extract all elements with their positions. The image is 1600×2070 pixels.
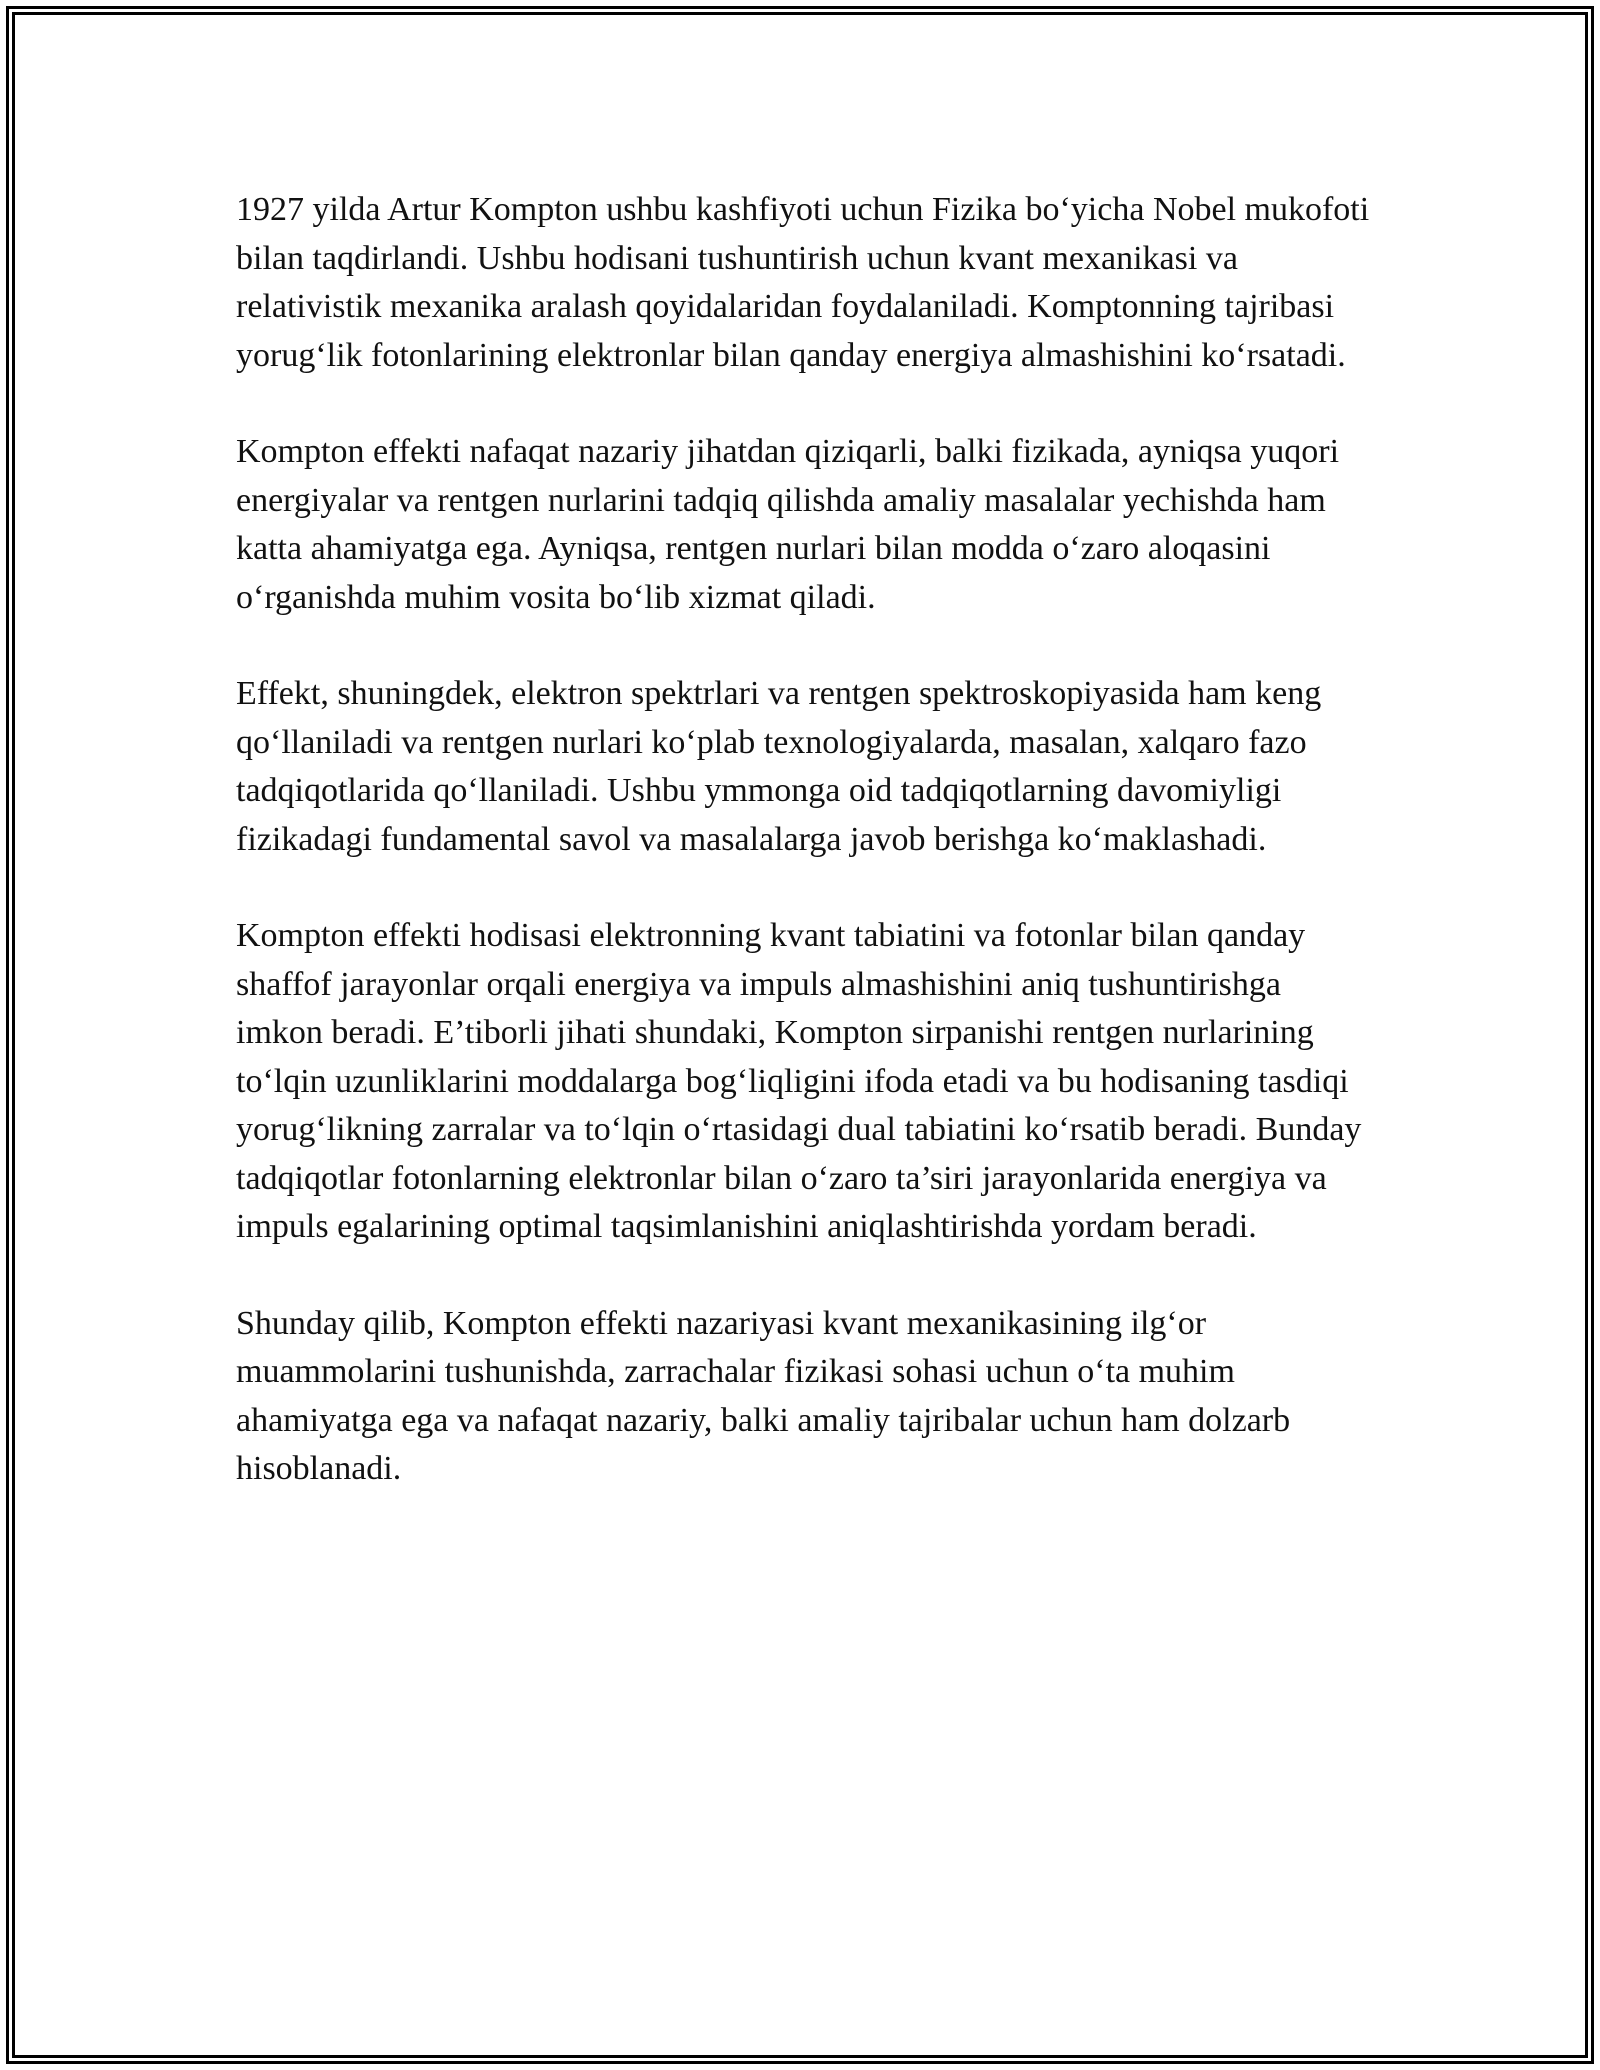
document-body: [236, 186, 1376, 1542]
paragraph-4: Kompton effekti hodisasi elektronning kvant tabiatini va fotonlar bilan qanday shaffof jarayonlar orqali energiya va impuls almashishini aniq tushuntirishga imkon beradi. E’tiborli jihati shundaki, Kompton sirpanishi rentgen nurlarining to‘lqin uzunliklarini moddalarga bog‘liqligini ifoda etadi va bu hodisaning tasdiqi yorug‘likning zarralar va to‘lqin o‘rtasidagi dual tabiatini ko‘rsatib beradi. Bunday tadqiqotlar fotonlarning elektronlar bilan o‘zaro ta’siri jarayonlarida energiya va impuls egalarining optimal taqsimlanishini aniqlashtirishda yordam beradi.: [236, 917, 1362, 1245]
paragraph-1: 1927 yilda Artur Kompton ushbu kashfiyoti uchun Fizika bo‘yicha Nobel mukofoti bilan taqdirlandi. Ushbu hodisani tushuntirish uchun kvant mexanikasi va relativistik mexanika aralash qoyidalaridan foydalaniladi. Komptonning tajribasi yorug‘lik fotonlarining elektronlar bilan qanday energiya almashishini ko‘rsatadi.: [236, 191, 1370, 374]
paragraph-2: Kompton effekti nafaqat nazariy jihatdan qiziqarli, balki fizikada, ayniqsa yuqori energiyalar va rentgen nurlarini tadqiq qilishda amaliy masalalar yechishda ham katta ahamiyatga ega. Ayniqsa, rentgen nurlari bilan modda o‘zaro aloqasini o‘rganishda muhim vosita bo‘lib xizmat qiladi.: [236, 433, 1340, 616]
paragraph-3: Effekt, shuningdek, elektron spektrlari va rentgen spektroskopiyasida ham keng qo‘llaniladi va rentgen nurlari ko‘plab texnologiyalarda, masalan, xalqaro fazo tadqiqotlarida qo‘llaniladi. Ushbu ymmonga oid tadqiqotlarning davomiyligi fizikadagi fundamental savol va masalalarga javob berishga ko‘maklashadi.: [236, 675, 1322, 858]
paragraph-5: Shunday qilib, Kompton effekti nazariyasi kvant mexanikasining ilg‘or muammolarini tushunishda, zarrachalar fizikasi sohasi uchun o‘ta muhim ahamiyatga ega va nafaqat nazariy, balki amaliy tajribalar uchun ham dolzarb hisoblanadi.: [236, 1304, 1291, 1487]
